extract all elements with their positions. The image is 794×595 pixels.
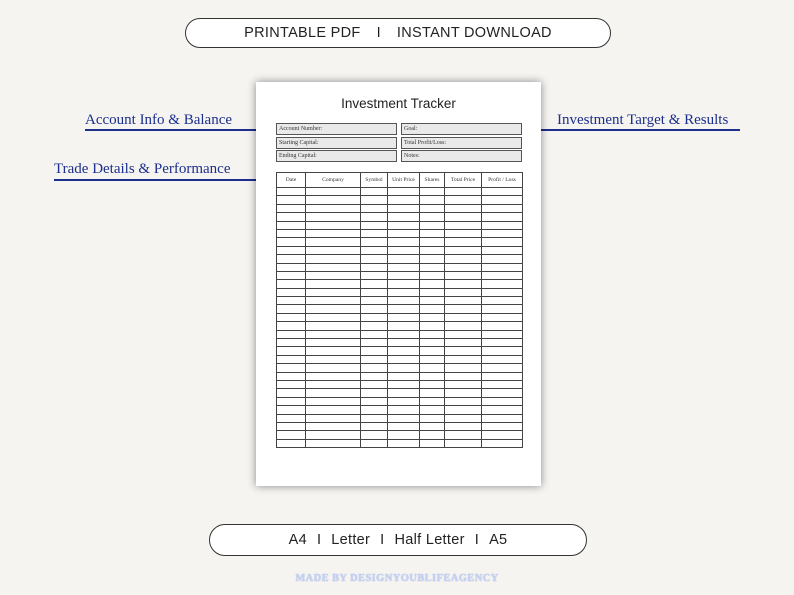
size-separator: I (316, 532, 322, 548)
callout-account-line (85, 129, 265, 131)
table-cell (388, 422, 420, 430)
table-header-row (277, 173, 523, 188)
table-cell (420, 380, 445, 388)
table-cell (445, 364, 482, 372)
table-cell (361, 355, 388, 363)
table-cell (482, 246, 523, 254)
table-cell (388, 372, 420, 380)
table-cell (445, 380, 482, 388)
table-cell (277, 280, 306, 288)
table-cell (277, 347, 306, 355)
table-cell (445, 347, 482, 355)
table-cell (445, 255, 482, 263)
table-cell (445, 188, 482, 196)
table-cell (277, 322, 306, 330)
table-cell (306, 406, 361, 414)
table-cell (277, 271, 306, 279)
table-cell (277, 196, 306, 204)
table-cell (482, 322, 523, 330)
table-cell (361, 330, 388, 338)
table-cell (445, 246, 482, 254)
table-cell (420, 305, 445, 313)
table-cell (388, 389, 420, 397)
table-cell (420, 297, 445, 305)
table-cell (420, 255, 445, 263)
table-cell (482, 196, 523, 204)
table-cell (361, 221, 388, 229)
table-cell (420, 246, 445, 254)
starting-capital-field: Starting Capital: (276, 137, 397, 149)
table-row (277, 372, 523, 380)
table-cell (445, 322, 482, 330)
notes-field: Notes: (401, 150, 522, 162)
table-cell (306, 380, 361, 388)
table-cell (445, 397, 482, 405)
table-cell (420, 322, 445, 330)
format-label-download: INSTANT DOWNLOAD (396, 25, 552, 41)
info-row (276, 123, 522, 135)
table-cell (388, 238, 420, 246)
table-cell (277, 255, 306, 263)
table-cell (445, 406, 482, 414)
table-row (277, 255, 523, 263)
table-cell (388, 397, 420, 405)
table-cell (482, 431, 523, 439)
table-cell (445, 422, 482, 430)
table-cell (445, 263, 482, 271)
table-cell (361, 255, 388, 263)
table-cell (306, 188, 361, 196)
table-cell (420, 364, 445, 372)
table-cell (388, 380, 420, 388)
column-header-company: Company (306, 173, 361, 188)
table-cell (361, 406, 388, 414)
table-cell (388, 414, 420, 422)
table-cell (277, 397, 306, 405)
table-row (277, 188, 523, 196)
table-cell (482, 229, 523, 237)
table-cell (445, 313, 482, 321)
table-cell (388, 347, 420, 355)
callout-investment-target: Investment Target & Results (557, 112, 729, 128)
table-cell (445, 431, 482, 439)
table-cell (361, 229, 388, 237)
table-cell (306, 297, 361, 305)
size-a4: A4 (288, 532, 307, 548)
table-row (277, 229, 523, 237)
table-cell (482, 204, 523, 212)
table-cell (306, 255, 361, 263)
column-header-shares: Shares (420, 173, 445, 188)
account-info-grid (276, 123, 522, 164)
trade-table-body (277, 188, 523, 448)
table-cell (482, 255, 523, 263)
table-cell (361, 397, 388, 405)
table-cell (277, 355, 306, 363)
table-cell (277, 330, 306, 338)
table-cell (420, 355, 445, 363)
table-cell (361, 288, 388, 296)
table-row (277, 339, 523, 347)
table-cell (388, 221, 420, 229)
table-cell (306, 288, 361, 296)
ending-capital-field: Ending Capital: (276, 150, 397, 162)
table-cell (277, 221, 306, 229)
table-row (277, 263, 523, 271)
callout-trade-details: Trade Details & Performance (54, 161, 231, 177)
table-cell (361, 439, 388, 447)
table-row (277, 397, 523, 405)
table-cell (445, 213, 482, 221)
table-cell (306, 305, 361, 313)
table-cell (277, 238, 306, 246)
table-cell (388, 255, 420, 263)
table-cell (388, 271, 420, 279)
table-cell (388, 355, 420, 363)
table-cell (306, 196, 361, 204)
table-cell (482, 439, 523, 447)
table-cell (361, 297, 388, 305)
table-cell (445, 372, 482, 380)
table-cell (445, 196, 482, 204)
table-cell (361, 280, 388, 288)
table-cell (306, 204, 361, 212)
table-cell (482, 305, 523, 313)
table-cell (306, 263, 361, 271)
column-header-total-price: Total Price (445, 173, 482, 188)
table-cell (445, 355, 482, 363)
table-cell (482, 221, 523, 229)
table-cell (420, 389, 445, 397)
table-cell (361, 263, 388, 271)
table-cell (277, 406, 306, 414)
table-cell (277, 364, 306, 372)
table-cell (388, 204, 420, 212)
table-cell (277, 204, 306, 212)
table-row (277, 305, 523, 313)
table-cell (482, 288, 523, 296)
table-row (277, 271, 523, 279)
table-cell (482, 380, 523, 388)
table-cell (306, 246, 361, 254)
table-cell (306, 229, 361, 237)
table-cell (361, 238, 388, 246)
table-cell (306, 221, 361, 229)
table-cell (420, 188, 445, 196)
table-cell (420, 204, 445, 212)
table-cell (277, 439, 306, 447)
table-cell (361, 414, 388, 422)
table-cell (306, 330, 361, 338)
table-cell (420, 288, 445, 296)
table-cell (361, 339, 388, 347)
table-cell (306, 364, 361, 372)
callout-target-line (531, 129, 740, 131)
format-label-pdf: PRINTABLE PDF (244, 25, 361, 41)
table-cell (445, 389, 482, 397)
table-cell (388, 188, 420, 196)
table-cell (482, 213, 523, 221)
table-cell (482, 297, 523, 305)
table-row (277, 313, 523, 321)
table-cell (361, 196, 388, 204)
table-cell (277, 414, 306, 422)
table-cell (388, 313, 420, 321)
table-row (277, 221, 523, 229)
table-cell (388, 229, 420, 237)
table-row (277, 204, 523, 212)
table-cell (445, 414, 482, 422)
info-row (276, 150, 522, 162)
callout-trade-line (54, 179, 265, 181)
table-row (277, 213, 523, 221)
table-cell (482, 188, 523, 196)
table-row (277, 246, 523, 254)
table-cell (445, 305, 482, 313)
table-cell (277, 213, 306, 221)
size-half-letter: Half Letter (394, 532, 465, 548)
table-cell (306, 322, 361, 330)
table-cell (277, 229, 306, 237)
table-row (277, 389, 523, 397)
table-cell (361, 188, 388, 196)
table-cell (306, 347, 361, 355)
table-cell (361, 313, 388, 321)
table-cell (277, 188, 306, 196)
table-row (277, 422, 523, 430)
table-cell (388, 297, 420, 305)
table-cell (420, 196, 445, 204)
table-cell (420, 238, 445, 246)
table-cell (388, 305, 420, 313)
table-cell (420, 439, 445, 447)
table-cell (445, 339, 482, 347)
table-cell (306, 280, 361, 288)
table-cell (420, 271, 445, 279)
table-cell (361, 380, 388, 388)
table-cell (420, 372, 445, 380)
table-cell (277, 305, 306, 313)
table-cell (306, 339, 361, 347)
goal-field: Goal: (401, 123, 522, 135)
table-cell (482, 280, 523, 288)
total-profit-loss-field: Total Profit/Loss: (401, 137, 522, 149)
table-cell (420, 313, 445, 321)
table-cell (277, 431, 306, 439)
table-cell (420, 280, 445, 288)
table-cell (420, 397, 445, 405)
table-row (277, 431, 523, 439)
table-cell (420, 339, 445, 347)
table-cell (277, 313, 306, 321)
table-cell (445, 439, 482, 447)
callout-account-info: Account Info & Balance (85, 112, 233, 128)
table-cell (420, 406, 445, 414)
table-cell (306, 372, 361, 380)
table-cell (420, 221, 445, 229)
table-cell (277, 372, 306, 380)
info-row (276, 137, 522, 149)
table-cell (361, 389, 388, 397)
size-letter: Letter (331, 532, 371, 548)
table-cell (482, 330, 523, 338)
table-cell (482, 389, 523, 397)
table-cell (482, 271, 523, 279)
table-cell (420, 414, 445, 422)
table-cell (388, 330, 420, 338)
account-number-field: Account Number: (276, 123, 397, 135)
table-cell (482, 372, 523, 380)
size-separator: I (474, 532, 480, 548)
brand-footer: MADE BY DESIGNYOUBLIFEAGENCY (295, 573, 499, 584)
table-cell (361, 422, 388, 430)
table-cell (482, 339, 523, 347)
table-cell (388, 196, 420, 204)
table-cell (277, 380, 306, 388)
column-header-date: Date (277, 173, 306, 188)
table-cell (277, 246, 306, 254)
table-cell (361, 431, 388, 439)
table-cell (306, 313, 361, 321)
table-cell (306, 439, 361, 447)
table-cell (361, 204, 388, 212)
table-cell (361, 347, 388, 355)
table-cell (482, 397, 523, 405)
table-cell (388, 431, 420, 439)
table-cell (361, 372, 388, 380)
trade-table (276, 172, 523, 448)
table-cell (388, 246, 420, 254)
table-cell (482, 414, 523, 422)
table-cell (277, 422, 306, 430)
table-cell (306, 355, 361, 363)
table-cell (420, 213, 445, 221)
table-row (277, 406, 523, 414)
table-cell (482, 422, 523, 430)
table-cell (445, 204, 482, 212)
table-cell (388, 280, 420, 288)
table-cell (445, 330, 482, 338)
table-cell (388, 339, 420, 347)
table-cell (388, 213, 420, 221)
table-cell (361, 246, 388, 254)
table-row (277, 238, 523, 246)
table-row (277, 330, 523, 338)
table-cell (420, 431, 445, 439)
table-cell (445, 238, 482, 246)
table-cell (445, 271, 482, 279)
table-cell (388, 263, 420, 271)
table-cell (388, 406, 420, 414)
table-row (277, 364, 523, 372)
table-cell (445, 229, 482, 237)
table-cell (420, 263, 445, 271)
table-row (277, 439, 523, 447)
table-cell (306, 422, 361, 430)
table-cell (306, 414, 361, 422)
table-cell (277, 389, 306, 397)
table-row (277, 380, 523, 388)
table-cell (277, 263, 306, 271)
table-cell (445, 280, 482, 288)
table-cell (306, 271, 361, 279)
table-row (277, 288, 523, 296)
table-cell (420, 347, 445, 355)
table-cell (445, 288, 482, 296)
table-cell (306, 238, 361, 246)
table-cell (306, 213, 361, 221)
table-cell (482, 364, 523, 372)
table-cell (482, 406, 523, 414)
table-cell (420, 229, 445, 237)
column-header-profit-loss: Profit / Loss (482, 173, 523, 188)
banner-separator: I (376, 25, 381, 41)
format-banner (185, 18, 611, 48)
table-cell (277, 297, 306, 305)
table-row (277, 297, 523, 305)
table-cell (361, 322, 388, 330)
table-cell (388, 322, 420, 330)
table-cell (482, 313, 523, 321)
table-cell (420, 330, 445, 338)
table-cell (277, 339, 306, 347)
table-cell (482, 238, 523, 246)
table-row (277, 280, 523, 288)
table-cell (306, 397, 361, 405)
tracker-sheet (256, 82, 541, 486)
table-cell (445, 297, 482, 305)
table-cell (277, 288, 306, 296)
table-cell (361, 213, 388, 221)
table-row (277, 355, 523, 363)
table-cell (306, 431, 361, 439)
table-row (277, 347, 523, 355)
table-cell (388, 364, 420, 372)
table-cell (306, 389, 361, 397)
table-cell (420, 422, 445, 430)
table-cell (482, 263, 523, 271)
table-cell (482, 347, 523, 355)
table-cell (361, 305, 388, 313)
size-banner (209, 524, 587, 556)
size-a5: A5 (489, 532, 508, 548)
table-cell (361, 364, 388, 372)
table-cell (388, 439, 420, 447)
size-separator: I (380, 532, 385, 548)
column-header-unit-price: Unit Price (388, 173, 420, 188)
table-cell (445, 221, 482, 229)
table-cell (361, 271, 388, 279)
table-cell (482, 355, 523, 363)
table-row (277, 196, 523, 204)
table-row (277, 414, 523, 422)
sheet-title: Investment Tracker (341, 96, 456, 111)
table-cell (388, 288, 420, 296)
table-row (277, 322, 523, 330)
column-header-symbol: Symbol (361, 173, 388, 188)
